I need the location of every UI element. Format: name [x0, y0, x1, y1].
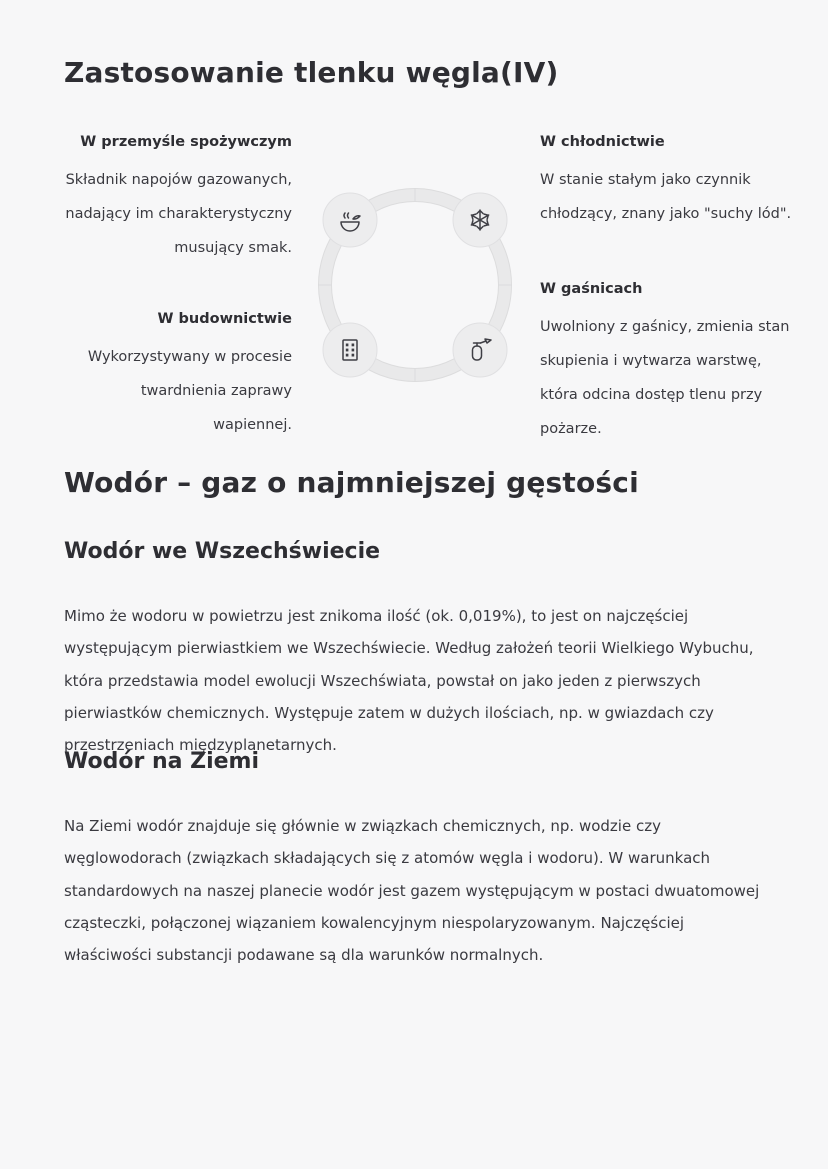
application-body: Składnik napojów gazowanych, nadający im charakterystyczny musujący smak.	[65, 172, 292, 257]
application-heading: W przemyśle spożywczym	[80, 134, 292, 150]
application-body: Uwolniony z gaśnicy, zmienia stan skupienia i wytwarza warstwę, która odcina dostęp tlenu przy pożarze.	[540, 319, 790, 438]
application-heading: W gaśnicach	[540, 281, 643, 297]
badge-food	[323, 193, 377, 247]
application-heading: W chłodnictwie	[540, 134, 665, 150]
page-title-hydrogen: Wodór – gaz o najmniejszej gęstości	[64, 466, 639, 499]
page-title-co2-applications: Zastosowanie tlenku węgla(IV)	[64, 56, 559, 89]
application-body: W stanie stałym jako czynnik chłodzący, znany jako "suchy lód".	[540, 172, 792, 223]
application-body: Wykorzystywany w procesie twardnienia zaprawy wapiennej.	[87, 349, 292, 434]
co2-applications-diagram	[0, 130, 828, 460]
application-item-refrigeration	[540, 134, 794, 231]
paragraph-hydrogen-earth: Na Ziemi wodór znajduje się głównie w związkach chemicznych, np. wodzie czy węglowodorach (związkach składających się z atomów węgla i wodoru). W warunkach standardowych na naszej planecie wodór jest gazem występującym w postaci dwuatomowej cząsteczki, połączonej wiązaniem kowalencyjnym niespolaryzowanym. Najczęściej właściwości substancji podawane są dla warunków normalnych.	[64, 817, 760, 964]
subheading-hydrogen-earth: Wodór na Ziemi	[64, 749, 260, 774]
badge-fire-extinguisher	[453, 323, 507, 377]
application-item-construction	[64, 311, 292, 442]
application-item-fire-extinguishers	[540, 281, 794, 446]
badge-construction	[323, 323, 377, 377]
application-item-food-industry	[64, 134, 292, 265]
paragraph-hydrogen-universe: Mimo że wodoru w powietrzu jest znikoma ilość (ok. 0,019%), to jest on najczęściej występującym pierwiastkiem we Wszechświecie. Według założeń teorii Wielkiego Wybuchu, która przedstawia model ewolucji Wszechświata, powstał on jako jeden z pierwszych pierwiastków chemicznych. Występuje zatem w dużych ilościach, np. w gwiazdach czy przestrzeniach międzyplanetarnych.	[64, 607, 754, 754]
application-heading: W budownictwie	[157, 311, 292, 327]
circular-diagram-ring	[312, 182, 518, 388]
subheading-hydrogen-universe: Wodór we Wszechświecie	[64, 539, 381, 564]
